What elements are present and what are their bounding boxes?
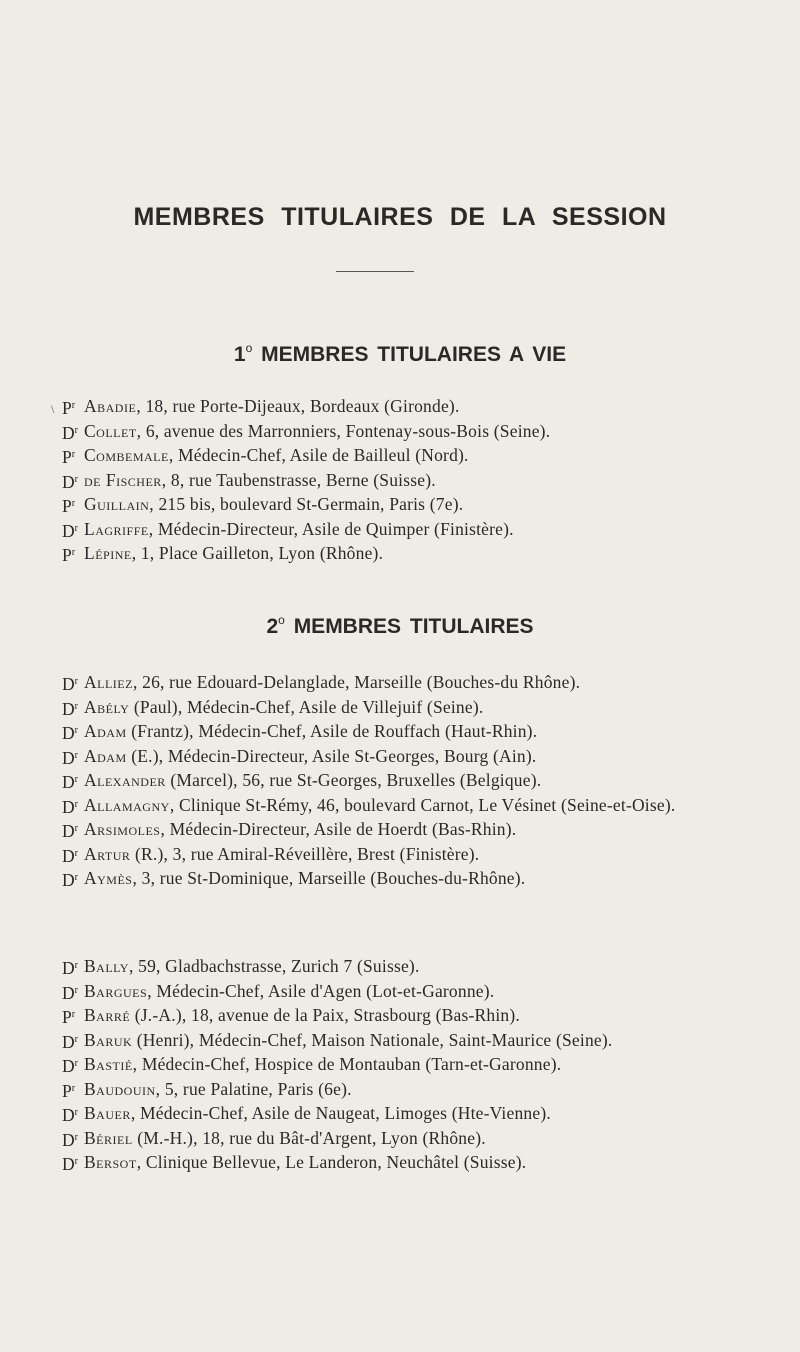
title-divider (336, 271, 414, 272)
member-name: Alliez (84, 672, 133, 692)
member-title: $D^r$ (62, 796, 78, 817)
member-title: $D^r$ (62, 1154, 78, 1174)
member-details: (Henri), Médecin-Chef, Maison Nationale, Saint-Maurice (Seine). (132, 1029, 613, 1050)
member-title: $P^r$ (62, 1080, 76, 1101)
list-item (62, 394, 722, 419)
member-name: Allamagny (84, 794, 170, 815)
list-item (62, 1003, 722, 1028)
member-title: $P^r$ (62, 398, 76, 418)
member-title: $D^r$ (62, 1105, 78, 1125)
section-number-sup: o (278, 613, 285, 627)
list-item (62, 419, 722, 444)
member-name: Baudouin (84, 1078, 156, 1099)
member-title: $D^r$ (62, 1129, 78, 1150)
member-name: Collet (84, 420, 137, 441)
list-item (62, 1126, 722, 1151)
member-details: (M.-H.), 18, rue du Bât-d'Argent, Lyon (Rhône). (132, 1127, 486, 1148)
list-item (62, 443, 722, 468)
section-number-sup: o (245, 341, 253, 355)
member-title: $D^r$ (62, 698, 78, 719)
member-details: , Médecin-Chef, Asile de Naugeat, Limoges (Hte-Vienne). (130, 1103, 551, 1123)
member-details: , 215 bis, boulevard St-Germain, Paris (7e). (149, 494, 464, 514)
list-item (62, 793, 722, 818)
member-details: , 26, rue Edouard-Delanglade, Marseille (Bouches-du Rhône). (132, 672, 581, 692)
member-name: Adam (84, 745, 127, 766)
member-details: (J.-A.), 18, avenue de la Paix, Strasbourg (Bas-Rhin). (130, 1005, 520, 1025)
member-title: $D^r$ (62, 422, 78, 443)
list-item (62, 768, 722, 793)
member-name: Abély (84, 696, 130, 717)
member-name: de Fischer (84, 469, 162, 490)
member-title: $D^r$ (62, 471, 78, 492)
list-item (62, 541, 722, 566)
member-title: $D^r$ (62, 870, 78, 890)
member-title: $P^r$ (62, 496, 76, 516)
list-item (62, 695, 722, 720)
member-details: , 8, rue Taubenstrasse, Berne (Suisse). (161, 469, 436, 490)
member-details: , Médecin-Directeur, Asile de Quimper (Finistère). (148, 518, 514, 539)
list-item (62, 817, 722, 842)
member-title: $D^r$ (62, 723, 78, 743)
list-item (62, 1077, 722, 1102)
member-details: , 18, rue Porte-Dijeaux, Bordeaux (Gironde). (136, 396, 460, 416)
member-details: (Paul), Médecin-Chef, Asile de Villejuif (Seine). (129, 696, 484, 717)
member-title: $D^r$ (62, 958, 78, 978)
member-title: $D^r$ (62, 1031, 78, 1052)
member-name: Guillain (84, 494, 150, 514)
member-name: Bauer (84, 1103, 131, 1123)
member-title: $D^r$ (62, 845, 78, 866)
list-item (62, 866, 722, 891)
page-title: MEMBRES TITULAIRES DE LA SESSION (133, 203, 667, 231)
member-title: $D^r$ (62, 982, 78, 1003)
section-title: MEMBRES TITULAIRES (293, 615, 534, 638)
list-item (62, 744, 722, 769)
member-details: , 1, Place Gailleton, Lyon (Rhône). (131, 543, 384, 563)
member-name: Alexander (84, 770, 166, 790)
section-2-list-b (62, 954, 722, 1175)
member-name: Arsimoles (84, 819, 161, 839)
member-details: (R.), 3, rue Amiral-Réveillère, Brest (Finistère). (130, 843, 480, 864)
member-name: Bastié (84, 1054, 133, 1074)
list-item (62, 492, 722, 517)
member-name: Lagriffe (84, 518, 149, 539)
member-details: , Médecin-Chef, Asile d'Agen (Lot-et-Garonne). (147, 980, 495, 1001)
section-1-heading (0, 341, 800, 367)
member-name: Combemale (84, 445, 169, 465)
member-details: (Marcel), 56, rue St-Georges, Bruxelles (Belgique). (165, 770, 542, 790)
member-title: $D^r$ (62, 1056, 78, 1076)
list-item (62, 954, 722, 979)
member-details: , Clinique St-Rémy, 46, boulevard Carnot, Le Vésinet (Seine-et-Oise). (169, 794, 676, 815)
member-details: , Clinique Bellevue, Le Landeron, Neuchâtel (Suisse). (136, 1152, 527, 1172)
member-details: (E.), Médecin-Directeur, Asile St-Georges, Bourg (Ain). (126, 745, 537, 766)
section-2-list-a (62, 670, 722, 891)
member-name: Barré (84, 1005, 131, 1025)
list-item (62, 670, 722, 695)
section-2-heading (0, 613, 800, 639)
member-title: $P^r$ (62, 447, 76, 467)
list-item (62, 1028, 722, 1053)
member-title: $D^r$ (62, 772, 78, 792)
member-details: , Médecin-Chef, Asile de Bailleul (Nord). (168, 445, 469, 465)
member-title: $P^r$ (62, 1007, 76, 1027)
member-name: Bargues (84, 980, 148, 1001)
section-1-list (62, 394, 722, 566)
list-item (62, 517, 722, 542)
member-name: Bériel (84, 1127, 133, 1148)
list-item (62, 842, 722, 867)
member-name: Abadie (84, 396, 137, 416)
section-number: 1 (233, 343, 246, 366)
member-details: , Médecin-Chef, Hospice de Montauban (Tarn-et-Garonne). (132, 1054, 562, 1074)
member-name: Aymès (84, 868, 133, 888)
member-name: Baruk (84, 1029, 133, 1050)
member-name: Adam (84, 721, 127, 741)
member-details: (Frantz), Médecin-Chef, Asile de Rouffach (Haut-Rhin). (126, 721, 538, 741)
margin-mark: \ (51, 402, 55, 416)
member-name: Bally (84, 956, 129, 976)
section-number: 2 (266, 615, 279, 638)
member-title: $D^r$ (62, 821, 78, 841)
list-item (62, 1101, 722, 1126)
member-details: , 6, avenue des Marronniers, Fontenay-sous-Bois (Seine). (136, 420, 551, 441)
list-item (62, 979, 722, 1004)
member-title: $D^r$ (62, 674, 78, 694)
member-details: , Médecin-Directeur, Asile de Hoerdt (Bas-Rhin). (160, 819, 517, 839)
list-item (62, 719, 722, 744)
list-item (62, 468, 722, 493)
list-item (62, 1150, 722, 1175)
member-name: Bersot (84, 1152, 137, 1172)
member-details: , 59, Gladbachstrasse, Zurich 7 (Suisse). (128, 956, 420, 976)
member-title: $D^r$ (62, 747, 78, 768)
member-title: $P^r$ (62, 545, 76, 565)
member-name: Artur (84, 843, 131, 864)
member-details: , 3, rue St-Dominique, Marseille (Bouches-du-Rhône). (132, 868, 526, 888)
section-title: MEMBRES TITULAIRES A VIE (261, 343, 567, 366)
member-name: Lépine (84, 543, 132, 563)
member-details: , 5, rue Palatine, Paris (6e). (155, 1078, 352, 1099)
member-title: $D^r$ (62, 520, 78, 541)
list-item (62, 1052, 722, 1077)
